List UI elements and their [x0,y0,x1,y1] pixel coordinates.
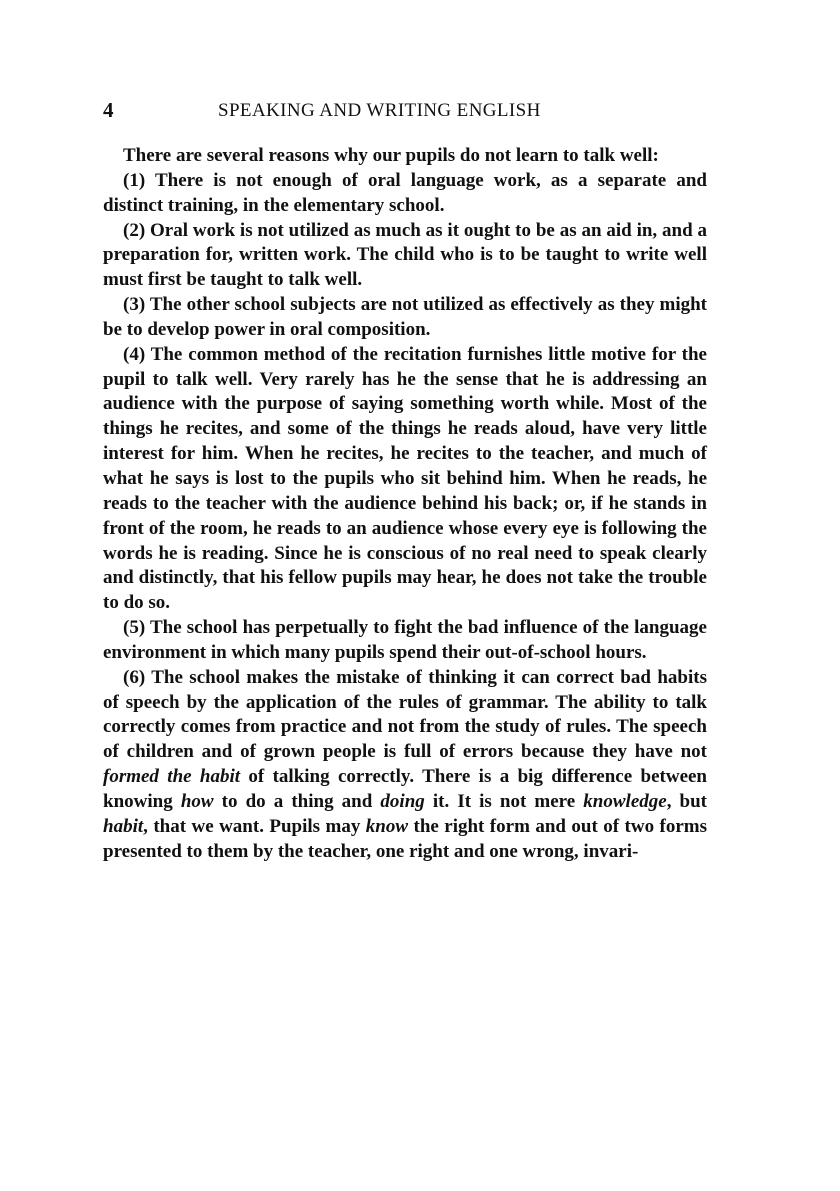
paragraph [103,616,707,666]
paragraph [103,219,707,294]
text-run: (3) The other school subjects are not utilized as effectively as they might be to develop power in oral composition. [103,294,707,340]
italic-text: know [365,815,409,837]
text-run: (6) The school makes the mistake of thinking it can correct bad habits of speech by the application of the rules of grammar. The ability to talk correctly comes from practice and not from the study of rules. The speech of children and of grown people is full of errors because they have not [103,666,707,763]
text-run: it. It is not mere [424,790,584,812]
text-run: (1) There is not enough of oral language work, as a separate and distinct training, in the elementary school. [103,169,707,216]
italic-text: doing [380,790,425,812]
paragraph [103,343,707,616]
italic-text: formed the habit [103,766,241,788]
body-text [103,144,707,864]
text-run: There are several reasons why our pupils do not learn to talk well: [123,145,659,166]
text-run: (4) The common method of the recitation furnishes little motive for the pupil to talk well. Very rarely has he the sense that he is addressing an audience with the purpose of saying something worth while. Most of the things he recites, and some of the things he reads aloud, have very little interest for him. When he recites, he recites to the teacher, and much of what he says is lost to the pupils who sit behind him. When he reads, he reads to the teacher with the audience behind his back; or, if he stands in front of the room, he reads to an audience whose every eye is following the words he is reading. Since he is conscious of no real need to speak clearly and distinctly, that his fellow pupils may hear, he does not take the trouble to do so. [103,343,707,614]
paragraph [103,666,707,865]
italic-text: habit [103,815,144,837]
text-run: , but [666,790,707,812]
running-title: SPEAKING AND WRITING ENGLISH [218,100,541,121]
paragraph [103,293,707,343]
text-run: of talking correctly. There is a big difference between knowing [103,766,708,812]
text-run: (2) Oral work is not utilized as much as it ought to be as an aid in, and a preparation for, written work. The child who is to be taught to write well must first be taught to talk well. [103,219,707,291]
italic-text: knowledge [583,790,667,812]
paragraph [103,144,707,169]
text-run: (5) The school has perpetually to fight the bad influence of the language environment in which many pupils spend their out-of-school hours. [103,617,707,663]
text-run: , that we want. Pupils may [143,815,366,837]
text-run: to do a thing and [213,790,381,812]
page-number: 4 [103,98,114,122]
text-run: the right form and out of two forms presented to them by the teacher, one right and one wrong, invari- [103,815,707,862]
page-header [103,98,707,124]
paragraph [103,169,707,219]
italic-text: how [180,790,214,812]
